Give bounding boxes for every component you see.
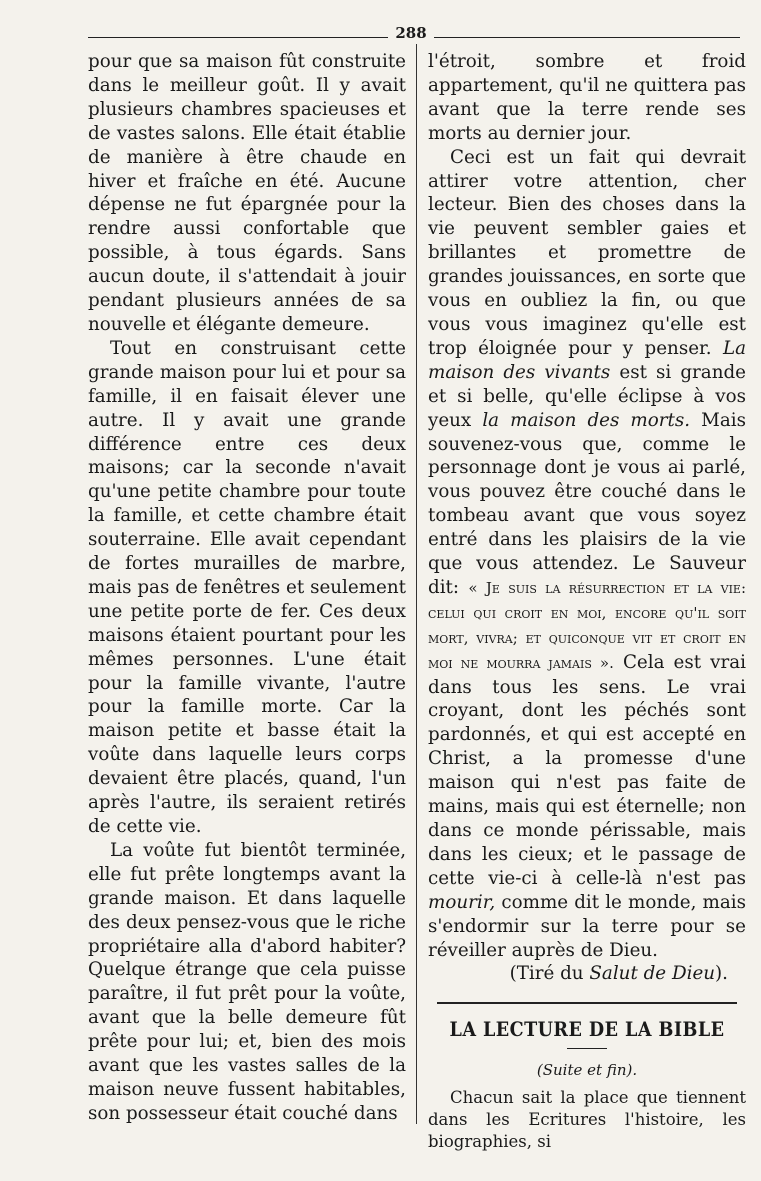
credit-prefix: (Tiré du xyxy=(509,963,584,985)
text-run: est si grande et si belle, qu'elle éclipse à vos yeux xyxy=(428,361,746,431)
text-run: Cela est vrai dans tous les sens. Le vrai croyant, dont les péchés sont pardonnés, et qui est accepté en Christ, a la promesse d'une maison qui n'est pas faite de mains, mais qui est éternelle; non dans ce monde périssable, mais dans les cieux; et le passage de cette vie-ci à celle-là n'est pas xyxy=(428,651,746,889)
left-column xyxy=(88,50,406,1126)
right-paragraph-1: l'étroit, sombre et froid appartement, qu'il ne quittera pas avant que la terre rende ses morts au dernier jour. xyxy=(428,51,746,144)
scripture-quote: « Je suis la résurrection et la vie: celui qui croit en moi, encore qu'il soit mort, vivra; et quiconque vit et croit en moi ne mourra jamais ». xyxy=(428,578,747,672)
right-paragraph-3: Chacun sait la place que tiennent dans les Ecritures l'histoire, les biographies, si xyxy=(428,1088,746,1152)
right-column xyxy=(428,50,746,1153)
text-run: comme dit le monde, mais s'endormir sur la terre pour se réveiller auprès de Dieu. xyxy=(428,891,746,961)
section-subtitle: (Suite et fin). xyxy=(536,1061,638,1080)
text-run: Mais souvenez-vous que, comme le personnage dont je vous ai parlé, vous pouvez être couché dans le tombeau avant que vous soyez entré dans les plaisirs de la vie que vous attendez. Le Sauveur dit: xyxy=(428,409,746,598)
header-rule-left xyxy=(88,37,388,38)
left-paragraph-3: La voûte fut bientôt terminée, elle fut prête longtemps avant la grande maison. Et dans laquelle des deux pensez-vous que le riche propriétaire alla d'abord habiter? Quelque étrange que cela puisse paraître, il fut prêt pour la voûte, avant que la belle demeure fût prête pour lui; et, bien des mois avant que les vastes salles de la maison neuve fussent habitables, son possesseur était couché dans xyxy=(88,839,406,1124)
credit-suffix: ). xyxy=(715,963,728,985)
credit-source-title: Salut de Dieu xyxy=(589,963,716,985)
title-underline xyxy=(567,1048,607,1049)
italic-phrase-house-of-living: La maison des vivants xyxy=(428,337,746,383)
section-title: LA LECTURE DE LA BIBLE xyxy=(449,1017,725,1042)
right-paragraph-2 xyxy=(428,146,746,963)
header-rule-right xyxy=(434,37,740,38)
section-separator xyxy=(437,1002,737,1004)
source-credit xyxy=(428,962,746,986)
italic-phrase-house-of-dead: la maison des morts. xyxy=(482,409,691,431)
left-paragraph-1: pour que sa maison fût construite dans le meilleur goût. Il y avait plusieurs chambres spacieuses et de vastes salons. Elle était établie de manière à être chaude en hiver et fraîche en été. Aucune dépense ne fut épargnée pour la rendre aussi confortable que possible, à tous égards. Sans aucun doute, il s'attendait à jouir pendant plusieurs années de sa nouvelle et élégante demeure. xyxy=(88,51,406,335)
column-divider xyxy=(416,44,417,1124)
page-number: 288 xyxy=(395,24,427,42)
italic-word-mourir: mourir, xyxy=(428,891,496,913)
page-header xyxy=(88,24,740,44)
left-paragraph-2: Tout en construisant cette grande maison pour lui et pour sa famille, il en faisait élever une autre. Il y avait une grande différence entre ces deux maisons; car la seconde n'avait qu'une petite chambre pour toute la famille, et cette chambre était souterraine. Elle avait cependant de fortes murailles de marbre, mais pas de fenêtres et seulement une petite porte de fer. Ces deux maisons étaient pourtant pour les mêmes personnes. L'une était pour la famille vivante, l'autre pour la famille morte. Car la maison petite et basse était la voûte dans laquelle leurs corps devaient être placés, quand, l'un après l'autre, ils seraient retirés de cette vie. xyxy=(88,337,406,837)
text-run: Ceci est un fait qui devrait attirer votre attention, cher lecteur. Bien des choses dans la vie peuvent sembler gaies et brillantes et promettre de grandes jouissances, en sorte que vous en oubliez la fin, ou que vous vous imaginez qu'elle est trop éloignée pour y penser. xyxy=(428,146,746,359)
